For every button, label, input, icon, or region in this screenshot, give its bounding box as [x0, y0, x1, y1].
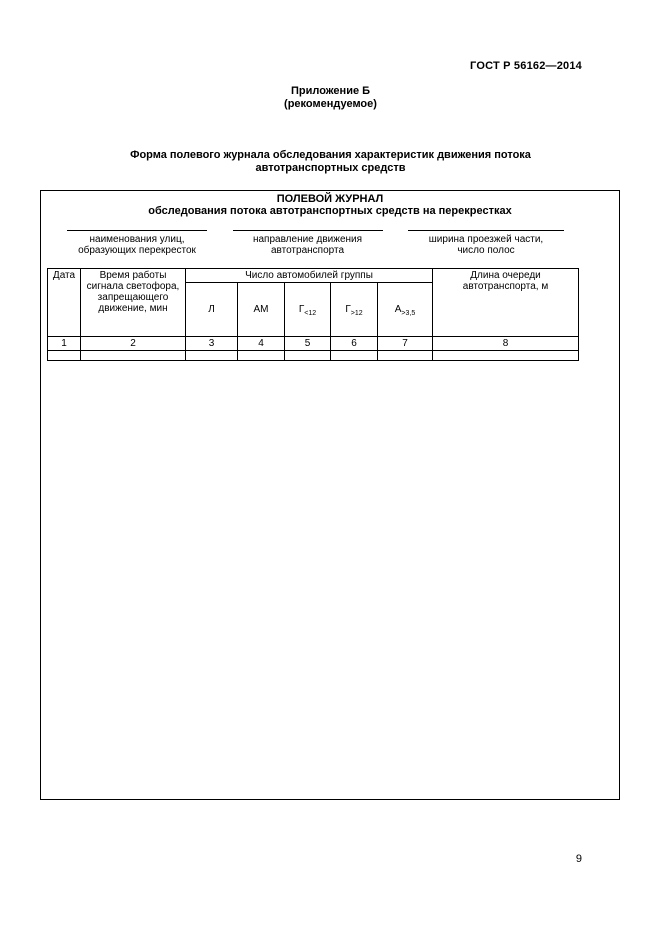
empty-cell [238, 351, 285, 361]
column-number-row [48, 337, 579, 351]
standard-number: ГОСТ Р 56162—2014 [470, 60, 582, 72]
form-caption-line1: Форма полевого журнала обследования характеристик движения потока [130, 149, 531, 161]
fill-in-line [408, 223, 564, 231]
col-header-group-l [186, 283, 238, 337]
empty-cell [285, 351, 331, 361]
group-symbol: Г [345, 304, 351, 315]
journal-blanks [41, 223, 619, 256]
empty-cell [81, 351, 186, 361]
blank-label: число полос [457, 245, 515, 256]
fill-in-line [67, 223, 207, 231]
col-header-date: Дата [48, 269, 81, 337]
journal-subtitle: обследования потока автотранспортных средств на перекрестках [148, 205, 512, 217]
group-subscript: >3,5 [401, 310, 416, 317]
column-number: 8 [433, 337, 579, 351]
page-number: 9 [575, 853, 582, 865]
column-number: 1 [48, 337, 81, 351]
blank-traffic-direction [233, 223, 383, 256]
blank-road-width [408, 223, 564, 256]
group-symbol: АМ [253, 304, 269, 315]
journal-table [47, 268, 579, 361]
blank-label: образующих перекресток [78, 245, 196, 256]
empty-cell [331, 351, 378, 361]
empty-cell [186, 351, 238, 361]
col-header-group-a-gt35 [378, 283, 433, 337]
col-header-signal-time: Время работы сигнала светофора, запрещающего движение, мин [81, 269, 186, 337]
column-number: 4 [238, 337, 285, 351]
group-subscript: <12 [304, 310, 317, 317]
form-caption [0, 149, 661, 175]
col-header-vehicle-groups: Число автомобилей группы [186, 269, 433, 283]
empty-cell [433, 351, 579, 361]
column-number: 7 [378, 337, 433, 351]
journal-title: ПОЛЕВОЙ ЖУРНАЛ [276, 193, 384, 205]
group-subscript: >12 [350, 310, 363, 317]
blank-label: наименования улиц, [89, 234, 185, 245]
table-header-row-1 [48, 269, 579, 283]
blank-street-names [67, 223, 207, 256]
blank-label: ширина проезжей части, [428, 234, 544, 245]
column-number: 6 [331, 337, 378, 351]
fill-in-line [233, 223, 383, 231]
col-header-group-g-gt12 [331, 283, 378, 337]
group-symbol: Г [298, 304, 305, 315]
col-header-queue-length: Длина очереди автотранспорта, м [433, 269, 579, 337]
form-caption-line2: автотранспортных средств [255, 162, 406, 174]
column-number: 2 [81, 337, 186, 351]
empty-cell [378, 351, 433, 361]
empty-cell [48, 351, 81, 361]
col-header-group-am [238, 283, 285, 337]
appendix-subtitle: (рекомендуемое) [284, 98, 377, 110]
appendix-heading [0, 85, 661, 111]
appendix-title: Приложение Б [290, 85, 371, 97]
empty-data-row [48, 351, 579, 361]
group-symbol: А [394, 304, 402, 315]
column-number: 5 [285, 337, 331, 351]
col-header-group-g-lt12 [285, 283, 331, 337]
column-number: 3 [186, 337, 238, 351]
blank-label: автотранспорта [270, 245, 345, 256]
blank-label: направление движения [252, 234, 363, 245]
journal-form-box [40, 190, 620, 800]
group-symbol: Л [208, 304, 215, 315]
